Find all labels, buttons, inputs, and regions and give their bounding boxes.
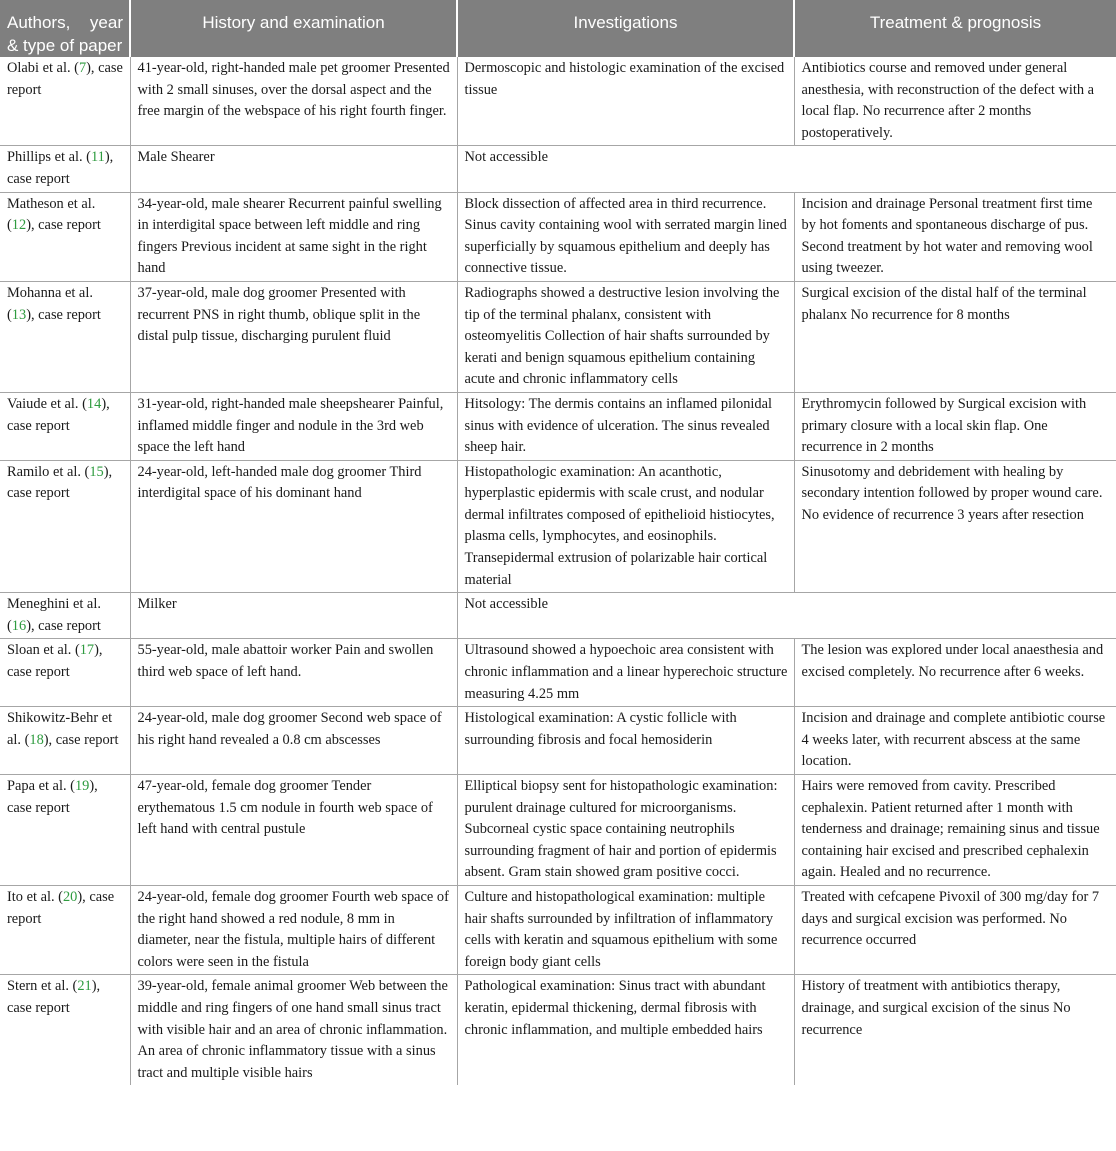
cell-author [0,593,130,639]
cell-investigations: Radiographs showed a destructive lesion involving the tip of the terminal phalanx, consistent with osteomyelitis Collection of hair shafts surrounded by kerati and benign squamous epithelium containing acute and chronic inflammatory cells [457,281,794,392]
header-investigations: Investigations [457,0,794,57]
table-row [0,639,1116,707]
cell-history: 31-year-old, right-handed male sheepshearer Painful, inflamed middle finger and nodule in the 3rd web space the left hand [130,392,457,460]
header-authors: Authors, year & type of paper [0,0,130,57]
author-name: Shikowitz-Behr et al. ( [7,710,113,748]
author-name: Matheson et al. ( [7,195,96,234]
cell-history: 24-year-old, female dog groomer Fourth web space of the right hand showed a red nodule, 8 mm in diameter, near the fistula, multiple hairs of different colors were seen in the fistula [130,885,457,974]
cell-author [0,975,130,1085]
cell-author [0,57,130,146]
reference-link[interactable]: 11 [90,149,105,166]
cell-history: Milker [130,593,457,639]
cell-investigations: Histopathologic examination: An acanthotic, hyperplastic epidermis with scale crust, and nodular dermal infiltrates composed of epithelioid histiocytes, plasma cells, lymphocytes, and eosinophils. Transepidermal extrusion of polarizable hair cortical material [457,460,794,593]
cell-author [0,460,130,593]
cell-history: 24-year-old, left-handed male dog groomer Third interdigital space of his dominant hand [130,460,457,593]
cell-history: 37-year-old, male dog groomer Presented with recurrent PNS in right thumb, oblique split in the distal pulp tissue, discharging purulent fluid [130,281,457,392]
author-name: Mohanna et al. ( [7,284,93,323]
cell-not-accessible: Not accessible [457,593,1116,639]
table-row [0,593,1116,639]
cell-investigations: Ultrasound showed a hypoechoic area consistent with chronic inflammation and a linear hyperechoic structure measuring 4.25 mm [457,639,794,707]
cell-history: 24-year-old, male dog groomer Second web space of his right hand revealed a 0.8 cm abscesses [130,707,457,775]
reference-link[interactable]: 15 [89,463,104,480]
header-treatment: Treatment & prognosis [794,0,1116,57]
table-row [0,460,1116,593]
author-paper-type: ), case report [7,395,110,434]
cell-not-accessible: Not accessible [457,146,1116,192]
author-paper-type: ), case report [7,888,115,927]
table-row [0,975,1116,1085]
author-name: Ito et al. ( [7,888,63,905]
cell-treatment: History of treatment with antibiotics therapy, drainage, and surgical excision of the sinus No recurrence [794,975,1116,1085]
author-name: Stern et al. ( [7,978,78,995]
reference-link[interactable]: 21 [77,978,92,995]
author-paper-type: ), case report [26,617,101,634]
reference-link[interactable]: 20 [62,888,78,905]
cell-history: 34-year-old, male shearer Recurrent painful swelling in interdigital space between left middle and ring fingers Previous incident at same sight in the right hand [130,192,457,281]
cell-history: 39-year-old, female animal groomer Web between the middle and ring fingers of one hand small sinus tract with visible hair and an area of chronic inflammation. An area of chronic inflammatory tissue with a sinus tract and multiple visible hairs [130,975,457,1085]
cell-history: 55-year-old, male abattoir worker Pain and swollen third web space of left hand. [130,639,457,707]
table-row [0,281,1116,392]
table-row [0,392,1116,460]
cell-treatment: Treated with cefcapene Pivoxil of 300 mg/day for 7 days and surgical excision was performed. No recurrence occurred [794,885,1116,974]
author-name: Ramilo et al. ( [7,463,90,480]
reference-link[interactable]: 17 [79,642,95,659]
reference-link[interactable]: 16 [11,617,27,634]
table-row [0,57,1116,146]
reference-link[interactable]: 18 [29,731,44,748]
header-history: History and examination [130,0,457,57]
cell-author [0,775,130,886]
cell-author [0,639,130,707]
cell-investigations: Elliptical biopsy sent for histopathologic examination: purulent drainage cultured for microorganisms. Subcorneal cystic space containing neutrophils surrounding fragment of hair and portion of epidermis absent. Gram stain showed gram positive cocci. [457,775,794,886]
author-paper-type: ), case report [7,149,114,187]
author-paper-type: ), case report [7,778,98,816]
reference-link[interactable]: 7 [78,60,87,76]
cell-treatment: Hairs were removed from cavity. Prescribed cephalexin. Patient returned after 1 month with tenderness and drainage; remaining sinus and tissue containing hair excised and prescribed cephalexin again. Healed and no recurrence. [794,775,1116,886]
cell-investigations: Hitsology: The dermis contains an inflamed pilonidal sinus with evidence of ulceration. The sinus revealed sheep hair. [457,392,794,460]
reference-link[interactable]: 19 [74,778,90,794]
author-name: Sloan et al. ( [7,642,80,659]
author-paper-type: ), case report [26,306,101,323]
cell-author [0,146,130,192]
cell-author [0,707,130,775]
author-paper-type: ), case report [43,731,119,748]
table-row [0,146,1116,192]
reference-link[interactable]: 14 [86,395,102,412]
author-name: Meneghini et al. ( [7,596,101,634]
cell-treatment: Erythromycin followed by Surgical excision with primary closure with a local skin flap. One recurrence in 2 months [794,392,1116,460]
cell-investigations: Block dissection of affected area in third recurrence. Sinus cavity containing wool with serrated margin lined superficially by squamous epithelium and deeply has connective tissue. [457,192,794,281]
cell-author [0,281,130,392]
cell-treatment: The lesion was explored under local anaesthesia and excised completely. No recurrence after 6 weeks. [794,639,1116,707]
author-name: Phillips et al. ( [7,149,91,166]
cell-history: Male Shearer [130,146,457,192]
cell-investigations: Dermoscopic and histologic examination of the excised tissue [457,57,794,146]
author-paper-type: ), case report [7,642,103,681]
cell-author [0,885,130,974]
cell-treatment: Incision and drainage Personal treatment first time by hot foments and spontaneous discharge of pus. Second treatment by hot water and removing wool using tweezer. [794,192,1116,281]
header-row [0,0,1116,57]
table-row [0,707,1116,775]
cell-treatment: Surgical excision of the distal half of the terminal phalanx No recurrence for 8 months [794,281,1116,392]
reference-link[interactable]: 12 [11,217,27,234]
author-name: Olabi et al. ( [7,60,79,76]
cell-treatment: Incision and drainage and complete antibiotic course 4 weeks later, with recurrent abscess at the same location. [794,707,1116,775]
author-name: Vaiude et al. ( [7,395,87,412]
table-row [0,885,1116,974]
author-paper-type: ), case report [7,978,101,1016]
cell-investigations: Culture and histopathological examination: multiple hair shafts surrounded by infiltration of inflammatory cells with keratin and squamous epithelium with some foreign body giant cells [457,885,794,974]
author-paper-type: ), case report [7,60,123,98]
reference-link[interactable]: 13 [11,306,27,323]
table-row [0,775,1116,886]
table-body [0,57,1116,1085]
cell-history: 41-year-old, right-handed male pet groomer Presented with 2 small sinuses, over the dorsal aspect and the free margin of the webspace of his right fourth finger. [130,57,457,146]
author-name: Papa et al. ( [7,778,75,794]
cell-investigations: Histological examination: A cystic follicle with surrounding fibrosis and focal hemosiderin [457,707,794,775]
table-row [0,192,1116,281]
author-paper-type: ), case report [26,217,101,234]
cell-treatment: Antibiotics course and removed under general anesthesia, with reconstruction of the defect with a local flap. No recurrence after 2 months postoperatively. [794,57,1116,146]
cell-author [0,392,130,460]
author-paper-type: ), case report [7,463,113,502]
cell-history: 47-year-old, female dog groomer Tender erythematous 1.5 cm nodule in fourth web space of left hand with central pustule [130,775,457,886]
cell-author [0,192,130,281]
cell-treatment: Sinusotomy and debridement with healing by secondary intention followed by proper wound care. No evidence of recurrence 3 years after resection [794,460,1116,593]
cell-investigations: Pathological examination: Sinus tract with abundant keratin, epidermal thickening, dermal fibrosis with chronic inflammation, and multiple embedded hairs [457,975,794,1085]
